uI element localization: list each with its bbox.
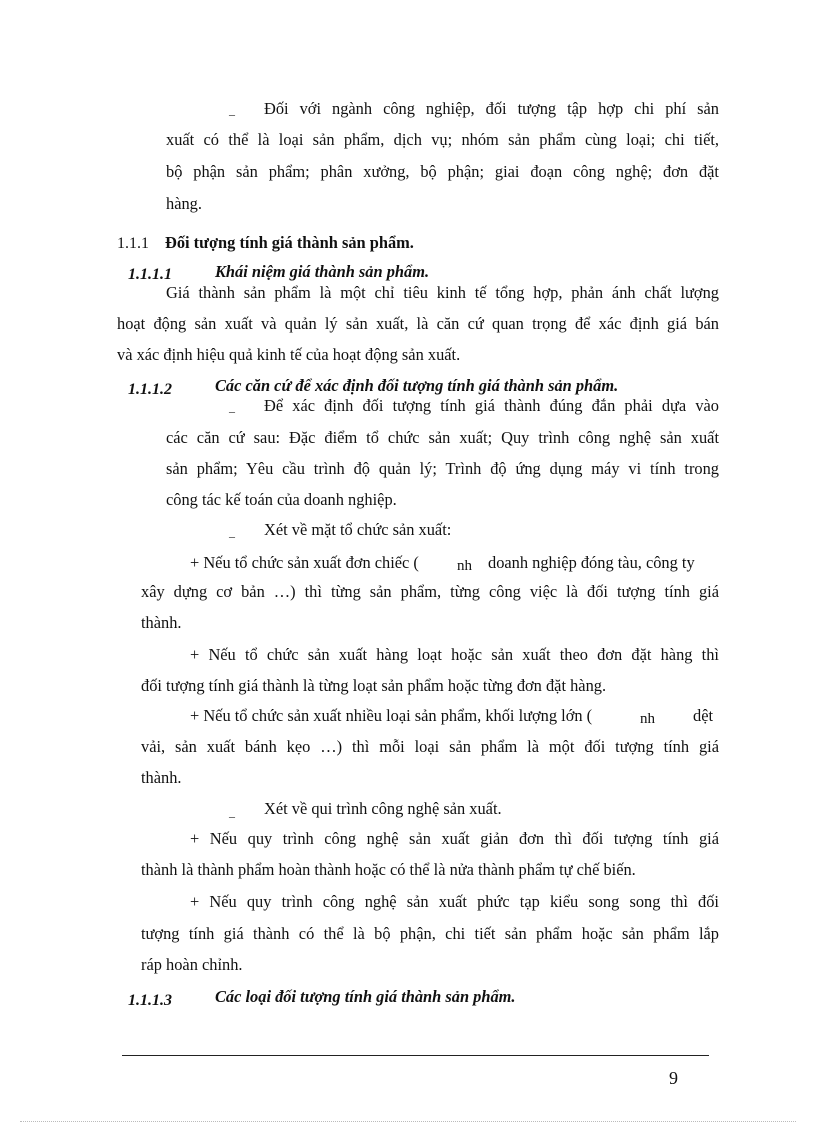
section-number: 1.1.1 <box>117 235 149 252</box>
dash-bullet: – <box>229 404 235 418</box>
paragraph-line: Để xác định đối tượng tính giá thành đúng đắn phải dựa vào <box>264 396 719 415</box>
subsection-number: 1.1.1.2 <box>128 381 172 398</box>
paragraph-line: tượng tính giá thành có thể là bộ phận, chi tiết sản phẩm hoặc sản phẩm lắp <box>141 924 719 943</box>
paragraph-line: thành. <box>141 768 182 787</box>
paragraph-line: xây dựng cơ bản …) thì từng sản phẩm, từng công việc là đối tượng tính giá <box>141 582 719 601</box>
subscript-fragment: nh <box>640 711 655 727</box>
paragraph-line: Đối với ngành công nghiệp, đối tượng tập hợp chi phí sản <box>264 99 719 118</box>
dash-bullet: – <box>229 809 235 823</box>
footer-rule <box>122 1055 709 1056</box>
subsection-number: 1.1.1.3 <box>128 992 172 1009</box>
paragraph-line: công tác kế toán của doanh nghiệp. <box>166 490 397 509</box>
paragraph-line: các căn cứ sau: Đặc điểm tổ chức sản xuất; Quy trình công nghệ sản xuất <box>166 428 719 447</box>
paragraph-line: ráp hoàn chỉnh. <box>141 955 243 974</box>
paragraph-line: + Nếu quy trình công nghệ sản xuất giản đơn thì đối tượng tính giá <box>190 829 719 848</box>
paragraph-line: hoạt động sản xuất và quản lý sản xuất, là căn cứ quan trọng để xác định giá bán <box>117 314 719 333</box>
paragraph-line: Xét về mặt tổ chức sản xuất: <box>264 520 452 539</box>
paragraph-line: + Nếu tổ chức sản xuất nhiều loại sản phẩm, khối lượng lớn ( <box>190 706 593 725</box>
paragraph-line: dệt <box>693 706 714 725</box>
paragraph-line: + Nếu quy trình công nghệ sản xuất phức tạp kiểu song song thì đối <box>190 892 719 911</box>
dash-bullet: – <box>229 107 235 121</box>
subsection-heading: Khái niệm giá thành sản phẩm. <box>215 262 430 281</box>
subsection-number: 1.1.1.1 <box>128 266 172 283</box>
paragraph-line: hàng. <box>166 194 202 213</box>
page-number: 9 <box>669 1068 678 1088</box>
subscript-fragment: nh <box>457 558 472 574</box>
paragraph-line: vải, sản xuất bánh kẹo …) thì mỗi loại sản phẩm là một đối tượng tính giá <box>141 737 719 756</box>
paragraph-line: đối tượng tính giá thành là từng loạt sản phẩm hoặc từng đơn đặt hàng. <box>141 676 607 695</box>
page-bottom-border <box>20 1121 796 1122</box>
paragraph-line: + Nếu tổ chức sản xuất hàng loạt hoặc sản xuất theo đơn đặt hàng thì <box>190 645 719 664</box>
paragraph-line: Xét về qui trình công nghệ sản xuất. <box>264 799 502 818</box>
paragraph-line: thành. <box>141 613 182 632</box>
dash-bullet: – <box>229 529 235 543</box>
paragraph-line: sản phẩm; Yêu cầu trình độ quản lý; Trình độ ứng dụng máy vi tính trong <box>166 459 719 478</box>
paragraph-line: bộ phận sản phẩm; phân xưởng, bộ phận; giai đoạn công nghệ; đơn đặt <box>166 162 719 181</box>
paragraph-line: doanh nghiệp đóng tàu, công ty <box>488 553 695 572</box>
paragraph-line: xuất có thể là loại sản phẩm, dịch vụ; nhóm sản phẩm cùng loại; chi tiết, <box>166 130 719 149</box>
paragraph-line: + Nếu tổ chức sản xuất đơn chiếc ( <box>190 553 419 572</box>
paragraph-line: Giá thành sản phẩm là một chỉ tiêu kinh tế tổng hợp, phản ánh chất lượng <box>166 283 719 302</box>
paragraph-line: thành là thành phẩm hoàn thành hoặc có thể là nửa thành phẩm tự chế biến. <box>141 860 636 879</box>
section-heading: Đối tượng tính giá thành sản phẩm. <box>165 233 414 252</box>
paragraph-line: và xác định hiệu quả kinh tế của hoạt động sản xuất. <box>117 345 461 364</box>
subsection-heading: Các loại đối tượng tính giá thành sản phẩm. <box>215 987 516 1006</box>
subsection-heading: Các căn cứ để xác định đối tượng tính giá thành sản phẩm. <box>215 376 619 395</box>
